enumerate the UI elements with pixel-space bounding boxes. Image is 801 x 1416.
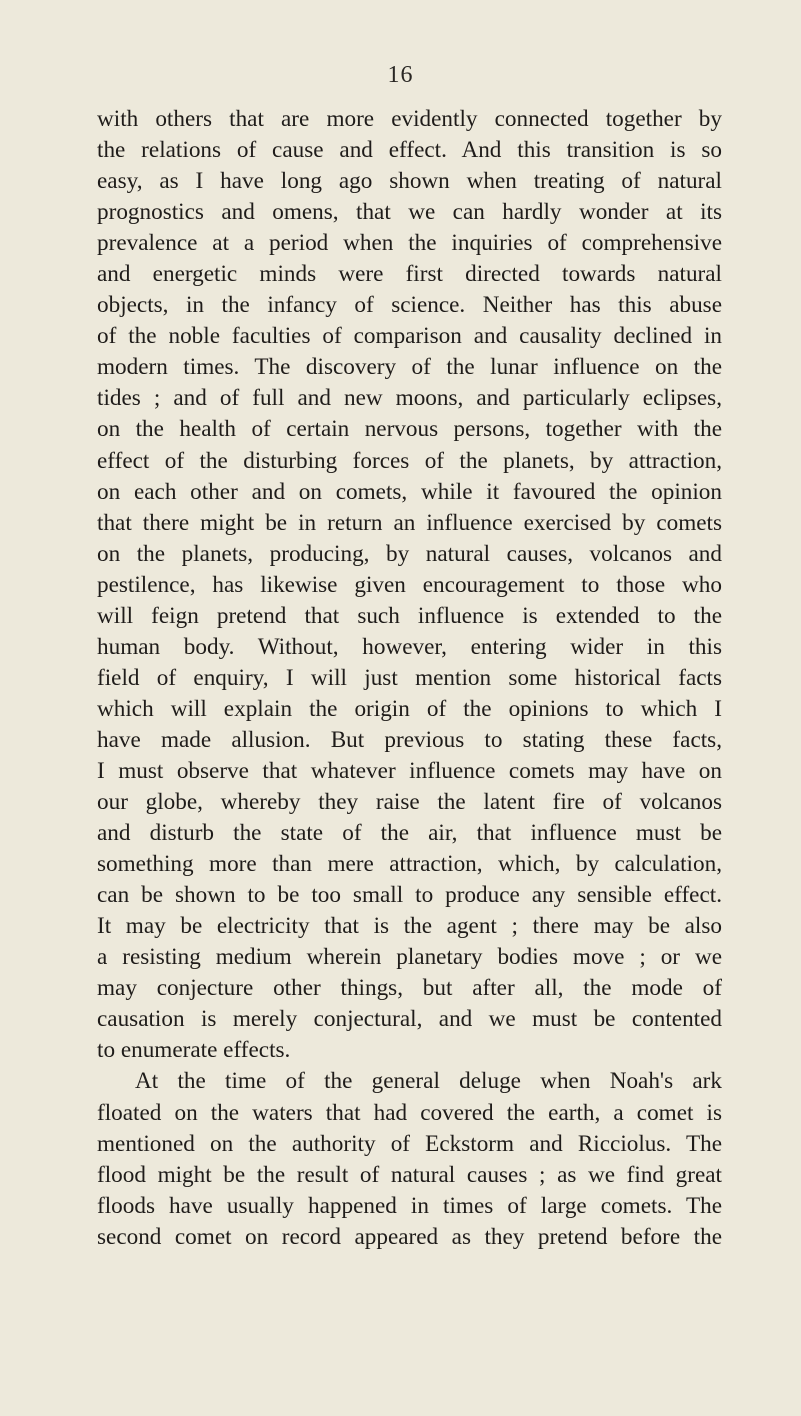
text-line: modern times. The discovery of the lunar influence on the	[97, 354, 722, 381]
text-line: objects, in the infancy of science. Neither has this abuse	[97, 292, 722, 319]
text-line: At the time of the general deluge when Noah's ark	[135, 1068, 722, 1095]
text-line: have made allusion. But previous to stating these facts,	[97, 726, 722, 753]
text-line: that there might be in return an influence exercised by comets	[97, 509, 722, 536]
text-line: flood might be the result of natural causes ; as we find great	[97, 1161, 722, 1188]
text-line: second comet on record appeared as they pretend before the	[97, 1223, 722, 1250]
text-line: It may be electricity that is the agent ; there may be also	[97, 913, 722, 940]
text-line: human body. Without, however, entering wider in this	[97, 633, 722, 660]
paragraph	[97, 1066, 722, 1252]
text-line: floated on the waters that had covered the earth, a comet is	[97, 1099, 722, 1126]
text-line: I must observe that whatever influence comets may have on	[97, 757, 722, 784]
text-line: tides ; and of full and new moons, and particularly eclipses,	[97, 385, 722, 412]
text-line: mentioned on the authority of Eckstorm and Ricciolus. The	[97, 1130, 722, 1157]
paragraph	[97, 104, 722, 1066]
text-line: on the planets, producing, by natural causes, volcanos and	[97, 540, 722, 567]
text-line: floods have usually happened in times of large comets. The	[97, 1192, 722, 1219]
text-line: may conjecture other things, but after all, the mode of	[97, 975, 722, 1002]
text-line: prevalence at a period when the inquiries of comprehensive	[97, 230, 722, 257]
text-line: on the health of certain nervous persons, together with the	[97, 416, 722, 443]
text-line: of the noble faculties of comparison and causality declined in	[97, 323, 722, 350]
text-line: easy, as I have long ago shown when treating of natural	[97, 168, 722, 195]
text-line: our globe, whereby they raise the latent fire of volcanos	[97, 789, 722, 816]
text-line: effect of the disturbing forces of the planets, by attraction,	[97, 447, 722, 474]
text-line: and energetic minds were first directed towards natural	[97, 261, 722, 288]
text-line: a resisting medium wherein planetary bodies move ; or we	[97, 944, 722, 971]
text-line: causation is merely conjectural, and we must be contented	[97, 1006, 722, 1033]
text-line: pestilence, has likewise given encouragement to those who	[97, 571, 722, 598]
text-line: field of enquiry, I will just mention some historical facts	[97, 664, 722, 691]
text-line: something more than mere attraction, which, by calculation,	[97, 851, 722, 878]
body-text	[97, 104, 722, 1253]
text-line: can be shown to be too small to produce any sensible effect.	[97, 882, 722, 909]
text-line: will feign pretend that such influence is extended to the	[97, 602, 722, 629]
text-line: to enumerate effects.	[97, 1037, 291, 1064]
text-line: prognostics and omens, that we can hardly wonder at its	[97, 199, 722, 226]
text-line: with others that are more evidently connected together by	[97, 106, 722, 132]
text-line: the relations of cause and effect. And this transition is so	[97, 137, 722, 164]
text-line: and disturb the state of the air, that influence must be	[97, 820, 722, 847]
text-line: on each other and on comets, while it favoured the opinion	[97, 478, 722, 505]
text-line: which will explain the origin of the opinions to which I	[97, 695, 722, 722]
page-number: 16	[387, 62, 414, 88]
